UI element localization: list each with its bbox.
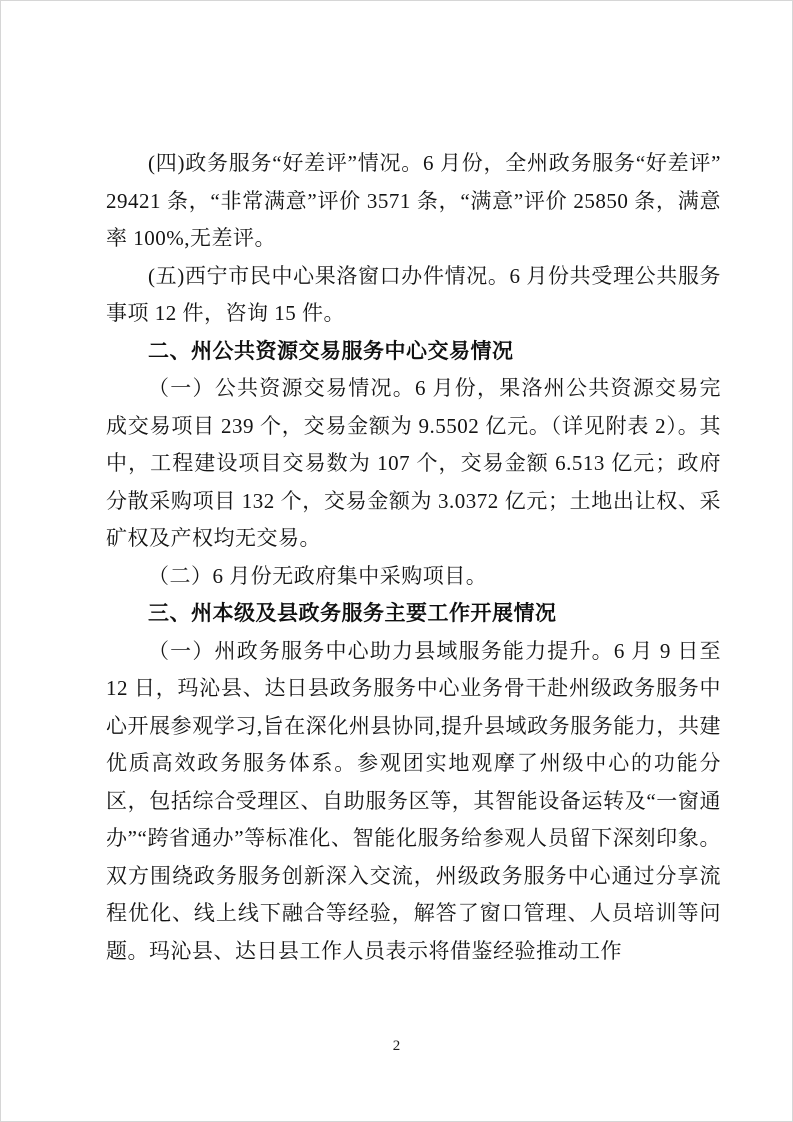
document-body <box>106 145 721 970</box>
paragraph-no-centralized-procurement: （二）6 月份无政府集中采购项目。 <box>148 563 488 588</box>
section-heading-main-work-progress: 三、州本级及县政务服务主要工作开展情况 <box>148 602 557 625</box>
paragraph-county-service-capacity: （一）州政务服务中心助力县域服务能力提升。6 月 9 日至 12 日，玛沁县、达日县政务服务中心业务骨干赴州级政务服务中心开展参观学习,旨在深化州县协同,提升县域政务服务能力，共建优质高效政务服务体系。参观团实地观摩了州级中心的功能分区，包括综合受理区、自助服务区等，其智能设备运转及“一窗通办”“跨省通办”等标准化、智能化服务给参观人员留下深刻印象。双方围绕政务服务创新深入交流，州级政务服务中心通过分享流程优化、线上线下融合等经验，解答了窗口管理、人员培训等问题。玛沁县、达日县工作人员表示将借鉴经验推动工作 <box>106 638 721 963</box>
paragraph-haochaping-status: (四)政务服务“好差评”情况。6 月份，全州政务服务“好差评” 29421 条，“非常满意”评价 3571 条，“满意”评价 25850 条，满意率 100%,无差评。 <box>106 151 721 250</box>
paragraph-public-resource-trading-detail: （一）公共资源交易情况。6 月份，果洛州公共资源交易完成交易项目 239 个，交易金额为 9.5502 亿元。（详见附表 2）。其中，工程建设项目交易数为 107 个，交易金额 6.513 亿元；政府分散采购项目 132 个，交易金额为 3.0372 亿元；土地出让权、采矿权及产权均无交易。 <box>106 376 721 550</box>
section-heading-public-resource-trading: 二、州公共资源交易服务中心交易情况 <box>148 339 514 363</box>
page-number: 2 <box>392 1038 401 1054</box>
paragraph-xining-window-status: (五)西宁市民中心果洛窗口办件情况。6 月份共受理公共服务事项 12 件，咨询 15 件。 <box>106 263 721 325</box>
